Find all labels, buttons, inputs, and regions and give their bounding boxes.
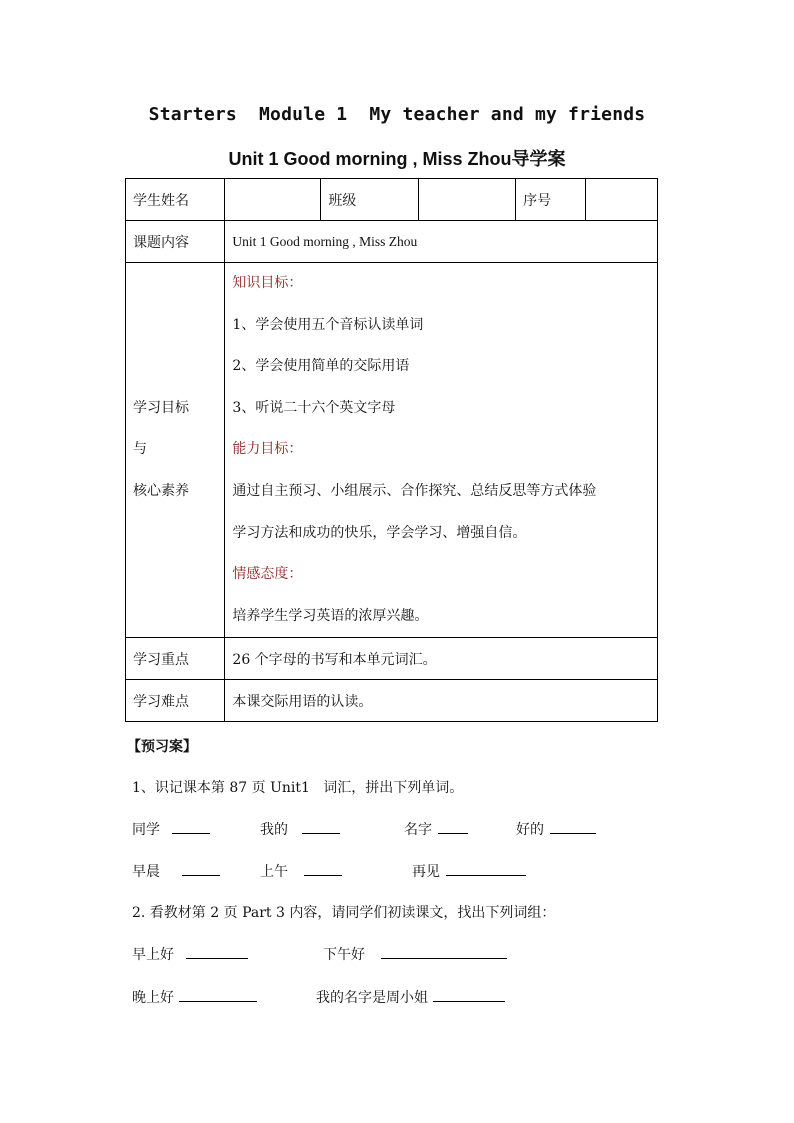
phrase-label: 下午好	[323, 947, 365, 963]
seat-number-field[interactable]	[586, 179, 658, 221]
phrase-item	[132, 986, 257, 1007]
student-name-field[interactable]	[225, 179, 321, 221]
word-label: 我的	[260, 822, 288, 838]
goals-label-line: 学习目标	[133, 399, 189, 416]
difficulty-value: 本课交际用语的认读。	[225, 680, 658, 722]
answer-blank[interactable]	[186, 943, 248, 959]
answer-blank[interactable]	[446, 860, 526, 876]
answer-blank[interactable]	[179, 986, 257, 1002]
table-row	[126, 638, 658, 680]
info-table	[125, 178, 658, 722]
phrase-item	[132, 943, 248, 964]
phrase-label: 晚上好	[132, 990, 174, 1006]
word-item	[404, 818, 468, 839]
knowledge-item: 2、学会使用简单的交际用语	[232, 358, 410, 375]
difficulty-label: 学习难点	[126, 680, 225, 722]
word-label: 好的	[516, 822, 544, 838]
key-points-value: 26 个字母的书写和本单元词汇。	[225, 638, 658, 680]
goals-label-line: 与	[133, 441, 147, 458]
table-row	[126, 179, 658, 221]
table-row	[126, 263, 658, 638]
knowledge-heading: 知识目标：	[232, 275, 303, 291]
word-label: 再见	[412, 864, 440, 880]
word-label: 上午	[260, 864, 288, 880]
answer-blank[interactable]	[302, 818, 340, 834]
answer-blank[interactable]	[304, 860, 342, 876]
question-1: 1、识记课本第 87 页 Unit1 词汇，拼出下列单词。	[132, 780, 464, 796]
table-row	[126, 680, 658, 722]
ability-line: 学习方法和成功的快乐，学会学习、增强自信。	[232, 524, 527, 541]
word-label: 同学	[132, 822, 160, 838]
knowledge-item: 3、听说二十六个英文字母	[232, 399, 396, 416]
answer-blank[interactable]	[381, 943, 507, 959]
goals-label-line: 核心素养	[133, 482, 189, 499]
class-field[interactable]	[419, 179, 516, 221]
emotion-text: 培养学生学习英语的浓厚兴趣。	[232, 607, 429, 624]
word-item	[516, 818, 596, 839]
word-item	[260, 860, 342, 881]
word-item	[132, 860, 220, 881]
ability-line: 通过自主预习、小组展示、合作探究、总结反思等方式体验	[232, 482, 597, 499]
word-item	[132, 818, 210, 839]
table-row	[126, 221, 658, 263]
question-2: 2. 看教材第 2 页 Part 3 内容，请同学们初读课文，找出下列词组：	[132, 905, 556, 921]
phrase-label: 早上好	[132, 947, 174, 963]
phrase-item	[316, 986, 505, 1007]
key-points-label: 学习重点	[126, 638, 225, 680]
topic-value: Unit 1 Good morning , Miss Zhou	[225, 221, 658, 263]
document-title: Starters Module 1 My teacher and my friends	[148, 104, 646, 125]
phrase-item	[323, 943, 507, 964]
document-subtitle: Unit 1 Good morning , Miss Zhou导学案	[228, 149, 566, 169]
answer-blank[interactable]	[172, 818, 210, 834]
emotion-heading: 情感态度：	[232, 566, 303, 583]
word-label: 名字	[404, 822, 432, 838]
student-name-label: 学生姓名	[126, 179, 225, 221]
answer-blank[interactable]	[550, 818, 596, 834]
answer-blank[interactable]	[182, 860, 220, 876]
class-label: 班级	[321, 179, 419, 221]
word-item	[412, 860, 526, 881]
topic-label: 课题内容	[126, 221, 225, 263]
word-label: 早晨	[132, 864, 160, 880]
preview-section-title: 【预习案】	[127, 739, 197, 755]
word-item	[260, 818, 340, 839]
goals-label-cell	[126, 263, 225, 638]
answer-blank[interactable]	[438, 818, 468, 834]
goals-content-cell	[225, 263, 658, 638]
seat-number-label: 序号	[516, 179, 586, 221]
knowledge-item: 1、学会使用五个音标认读单词	[232, 316, 424, 333]
answer-blank[interactable]	[433, 986, 505, 1002]
ability-heading: 能力目标：	[232, 441, 303, 458]
phrase-label: 我的名字是周小姐	[316, 990, 428, 1006]
